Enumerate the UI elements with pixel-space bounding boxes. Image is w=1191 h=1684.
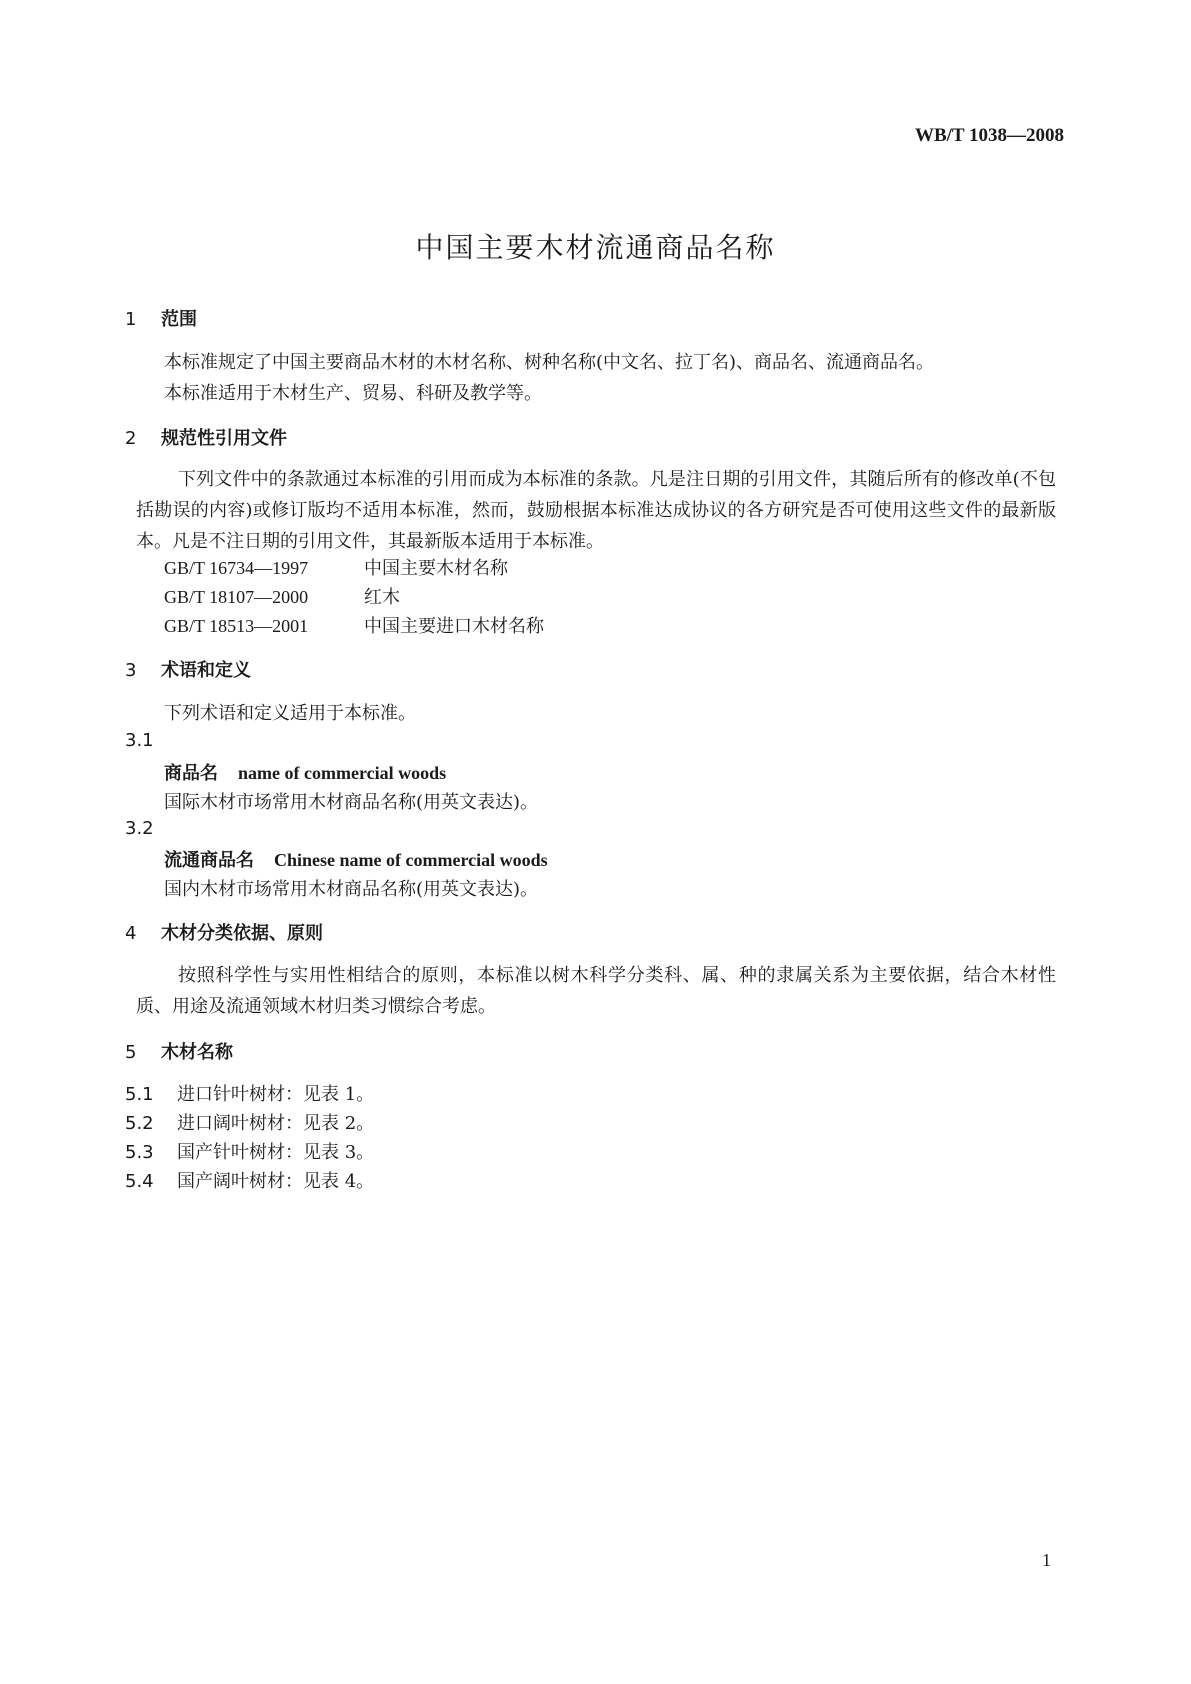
section-1-heading [125, 305, 197, 331]
item-number: 5.2 [125, 1113, 154, 1134]
term-chinese: 流通商品名 [164, 850, 254, 871]
section-2-paragraph: 下列文件中的条款通过本标准的引用而成为本标准的条款。凡是注日期的引用文件，其随后所有的修改单(不包括勘误的内容)或修订版均不适用本标准，然而，鼓励根据本标准达成协议的各方研究是否可使用这些文件的最新版本。凡是不注日期的引用文件，其最新版本适用于本标准。 [136, 469, 1056, 552]
term-number: 3.2 [125, 818, 154, 839]
term-definition: 国际木材市场常用木材商品名称(用英文表达)。 [164, 792, 539, 813]
term-definition: 国内木材市场常用木材商品名称(用英文表达)。 [164, 879, 539, 900]
section-2-heading [125, 424, 287, 450]
item-text: 国产针叶树材：见表 3。 [177, 1142, 375, 1163]
reference-name: 中国主要木材名称 [364, 558, 508, 579]
section-number: 5 [125, 1042, 137, 1063]
section-number: 3 [125, 660, 137, 681]
item-number: 5.3 [125, 1142, 154, 1163]
list-item [125, 1109, 374, 1135]
reference-code: GB/T 18513—2001 [164, 616, 309, 636]
list-item [125, 1167, 374, 1193]
term-heading [164, 846, 548, 872]
section-1-paragraph-2: 本标准适用于木材生产、贸易、科研及教学等。 [164, 383, 542, 404]
section-5-heading [125, 1038, 233, 1064]
section-4-heading [125, 919, 323, 945]
section-3-intro: 下列术语和定义适用于本标准。 [164, 703, 416, 724]
section-title: 范围 [161, 309, 197, 330]
normative-reference [164, 583, 400, 609]
section-title: 木材名称 [161, 1042, 233, 1063]
item-number: 5.1 [125, 1084, 154, 1105]
reference-code: GB/T 18107—2000 [164, 587, 309, 607]
page-number: 1 [1042, 1550, 1051, 1570]
section-title: 术语和定义 [161, 660, 251, 681]
section-number: 1 [125, 309, 137, 330]
section-number: 2 [125, 428, 137, 449]
term-number: 3.1 [125, 730, 154, 751]
reference-code: GB/T 16734—1997 [164, 558, 309, 578]
item-text: 进口针叶树材：见表 1。 [177, 1084, 375, 1105]
item-number: 5.4 [125, 1171, 154, 1192]
section-title: 规范性引用文件 [161, 428, 287, 449]
term-heading [164, 759, 446, 785]
section-3-heading [125, 656, 251, 682]
list-item [125, 1080, 374, 1106]
normative-reference [164, 612, 544, 638]
document-code: WB/T 1038—2008 [914, 125, 1064, 146]
section-1-paragraph-1: 本标准规定了中国主要商品木材的木材名称、树种名称(中文名、拉丁名)、商品名、流通商品名。 [164, 352, 935, 373]
item-text: 国产阔叶树材：见表 4。 [177, 1171, 375, 1192]
term-english: Chinese name of commercial woods [274, 850, 548, 870]
reference-name: 红木 [364, 587, 400, 608]
section-4-paragraph: 按照科学性与实用性相结合的原则，本标准以树木科学分类科、属、种的隶属关系为主要依据，结合木材性质、用途及流通领域木材归类习惯综合考虑。 [136, 965, 1056, 1017]
term-chinese: 商品名 [164, 763, 218, 784]
normative-reference [164, 554, 508, 580]
list-item [125, 1138, 374, 1164]
section-number: 4 [125, 923, 137, 944]
item-text: 进口阔叶树材：见表 2。 [177, 1113, 375, 1134]
section-title: 木材分类依据、原则 [161, 923, 323, 944]
reference-name: 中国主要进口木材名称 [364, 616, 544, 637]
page-title: 中国主要木材流通商品名称 [415, 231, 776, 264]
term-english: name of commercial woods [238, 763, 447, 783]
